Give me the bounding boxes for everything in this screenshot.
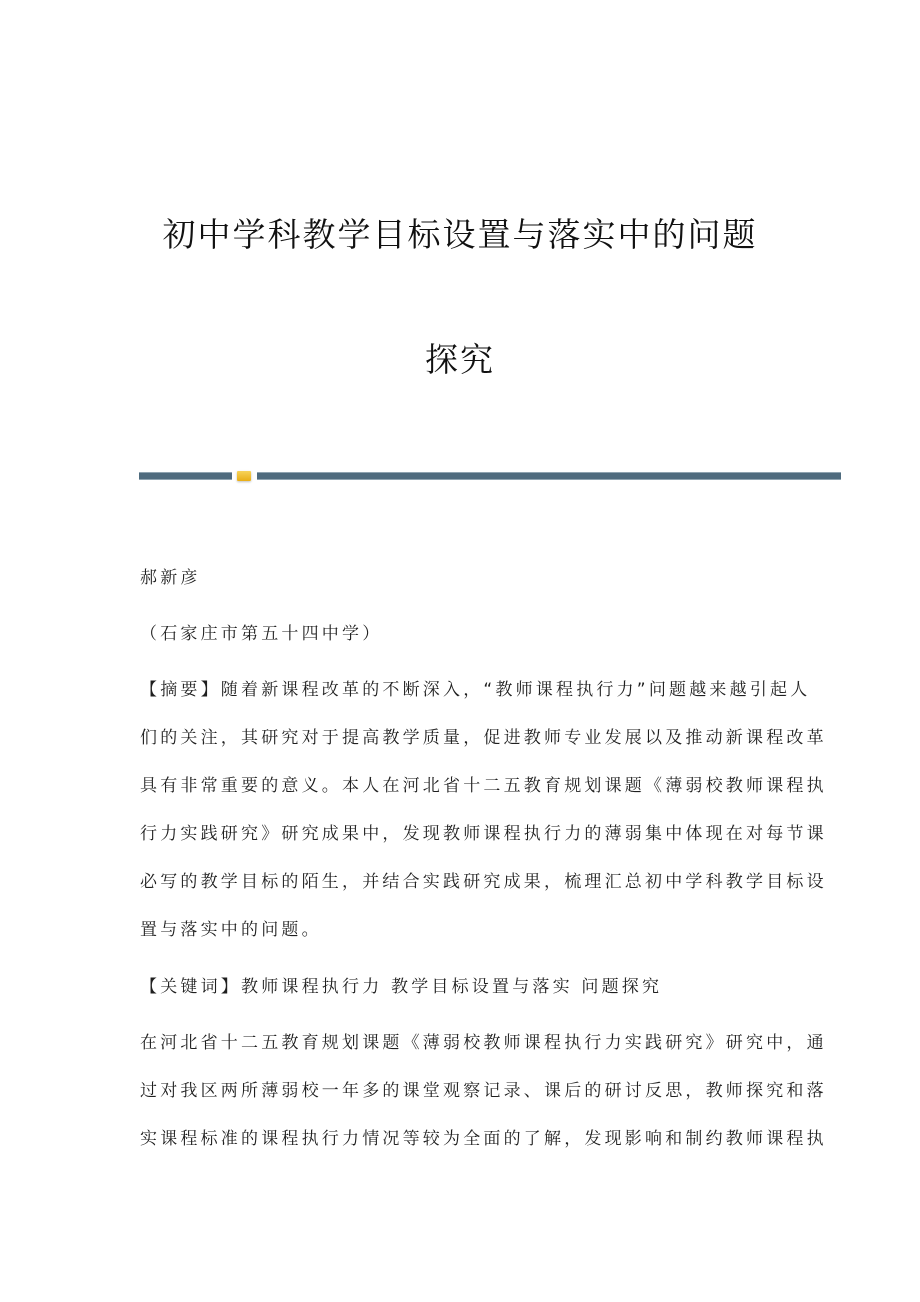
body-line: 在河北省十二五教育规划课题《薄弱校教师课程执行力实践研究》研究中，通 (140, 1033, 827, 1053)
keywords-line: 【关键词】教师课程执行力 教学目标设置与落实 问题探究 (140, 977, 663, 997)
title-divider (139, 471, 841, 481)
abstract-line: 必写的教学目标的陌生，并结合实践研究成果，梳理汇总初中学科教学目标设 (140, 872, 827, 892)
author-affiliation: （石家庄市第五十四中学） (140, 624, 383, 644)
abstract-line: 置与落实中的问题。 (140, 920, 322, 940)
body-line: 过对我区两所薄弱校一年多的课堂观察记录、课后的研讨反思，教师探究和落 (140, 1081, 827, 1101)
abstract-line: 具有非常重要的意义。本人在河北省十二五教育规划课题《薄弱校教师课程执 (140, 776, 827, 796)
abstract-line: 们的关注，其研究对于提高教学质量，促进教师专业发展以及推动新课程改革 (140, 728, 827, 748)
abstract-line: 行力实践研究》研究成果中，发现教师课程执行力的薄弱集中体现在对每节课 (140, 824, 827, 844)
author-name: 郝新彦 (140, 568, 201, 588)
abstract-line: 【摘要】随着新课程改革的不断深入，“教师课程执行力”问题越来越引起人 (140, 680, 811, 700)
body-line: 实课程标准的课程执行力情况等较为全面的了解，发现影响和制约教师课程执 (140, 1129, 827, 1149)
divider-bar-left (139, 472, 232, 480)
document-title-line-2: 探究 (425, 340, 495, 380)
divider-accent-icon (237, 471, 251, 481)
divider-bar-right (257, 472, 841, 480)
document-title-line-1: 初中学科教学目标设置与落实中的问题 (162, 215, 758, 255)
